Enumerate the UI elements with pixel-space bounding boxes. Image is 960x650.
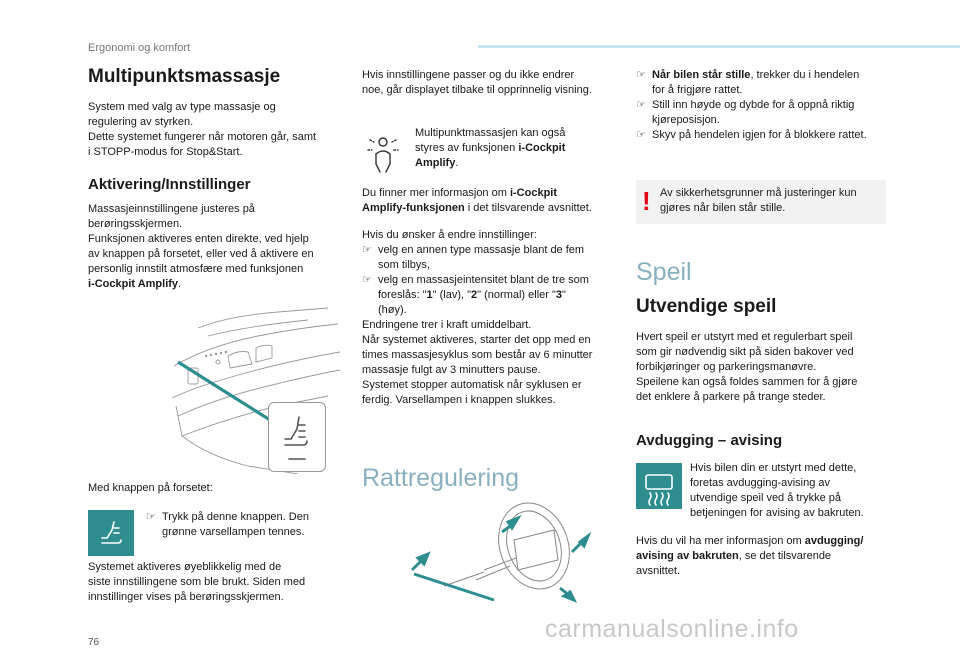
seat-massage-icon — [269, 403, 325, 471]
massage-intro — [88, 100, 348, 160]
bullet-line: velg en annen type massasje blant de fem — [378, 244, 585, 256]
opt-bold: 3 — [555, 289, 563, 301]
note-line: Amplify. — [415, 157, 459, 169]
mirrors-heading: Speil — [636, 258, 692, 286]
info-line — [362, 186, 622, 201]
activation-result — [88, 560, 348, 605]
bullet-line: (høy). — [378, 304, 407, 316]
info-suffix: i det tilsvarende avsnittet. — [464, 202, 592, 214]
watermark — [545, 615, 799, 644]
press-bullet — [146, 510, 346, 540]
top-line: noe, går displayet tilbake til opprinnelig visning. — [362, 84, 592, 96]
bullet-line: Trykk på denne knappen. Den — [162, 511, 309, 523]
activation-text — [88, 202, 348, 292]
activation-line: Funksjonen aktiveres enten direkte, ved hjelp — [88, 233, 309, 245]
info-bold: Amplify-funksjonen — [362, 202, 465, 214]
bullet-line: som tilbys, — [378, 259, 430, 271]
opt-bold: 1 — [426, 289, 433, 301]
note-line: Multipunktmassasjen kan også — [415, 127, 566, 139]
bullet-item — [636, 128, 906, 143]
more-line: avsnittet. — [636, 565, 681, 577]
end-line: Når systemet aktiveres, starter det opp med en — [362, 334, 591, 346]
info-prefix: Du finner mer informasjon om — [362, 187, 510, 199]
intro-line: System med valg av type massasje og — [88, 101, 276, 113]
warning-text — [660, 186, 884, 216]
defog-text — [690, 461, 910, 521]
header-bar — [478, 45, 960, 48]
seat-button-callout — [268, 402, 326, 472]
defog-title — [636, 432, 782, 449]
mirrors-text — [636, 330, 906, 405]
defrost-icon-box — [636, 463, 682, 509]
top-line: Hvis innstillingene passer og du ikke endrer — [362, 69, 575, 81]
note-bold: Amplify — [415, 157, 456, 169]
result-line: Systemet aktiveres øyeblikkelig med de — [88, 561, 282, 573]
bullet-text: , trekker du i hendelen — [750, 69, 860, 81]
bullet-mark: ☞ — [636, 69, 646, 81]
steering-illustration — [384, 500, 594, 604]
bullet-item — [146, 510, 346, 540]
note-line-text: styres av funksjonen — [415, 142, 516, 154]
page-number-text: 76 — [88, 637, 100, 648]
bullet-item — [362, 273, 622, 318]
defog-line: betjeningen for avising av bakruten. — [690, 507, 864, 519]
bullet-mark: ☞ — [636, 129, 646, 141]
icockpit-bold: i-Cockpit Amplify — [88, 278, 179, 290]
defog-line: Hvis bilen din er utstyrt med dette, — [690, 462, 857, 474]
more-line — [636, 549, 906, 564]
info-text — [362, 186, 622, 216]
end-line: ferdig. Varsellampen i knappen slukkes. — [362, 394, 556, 406]
more-suffix: , se det tilsvarende — [738, 550, 832, 562]
opt-text: " — [562, 289, 566, 301]
steering-title — [362, 464, 519, 493]
bullet-mark: ☞ — [362, 244, 372, 256]
warning-line: Av sikkerhetsgrunner må justeringer kun — [660, 187, 857, 199]
intro-line: regulering av styrken. — [88, 116, 194, 128]
seat-button-icon-box — [88, 510, 134, 556]
bullet-line: grønne varsellampen tennes. — [162, 526, 305, 538]
page-header — [88, 38, 190, 56]
bullet-bold: Når bilen står stille — [652, 69, 751, 81]
result-line: innstillinger vises på berøringsskjermen. — [88, 591, 284, 603]
massage-person-icon — [366, 132, 400, 174]
header-title: Ergonomi og komfort — [88, 42, 191, 54]
ext-mirrors-title — [636, 296, 776, 318]
info-bold: i-Cockpit — [509, 187, 558, 199]
more-bold: avising av bakruten — [636, 550, 739, 562]
bullet-mark: ☞ — [146, 511, 156, 523]
info-line — [362, 201, 622, 216]
col3-bullets — [636, 68, 906, 143]
bullet-item — [636, 98, 906, 128]
mirrors-title — [636, 258, 692, 287]
seat-massage-icon — [88, 510, 134, 556]
intro-line: i STOPP-modus for Stop&Start. — [88, 146, 243, 158]
mirror-line: det enklere å parkere på trange steder. — [636, 391, 826, 403]
watermark-text: carmanualsonline.info — [545, 615, 799, 643]
opt-text: foreslås: " — [378, 289, 427, 301]
bullet-mark: ☞ — [636, 99, 646, 111]
mirror-line: som gir nødvendig sikt på siden bakover ved — [636, 346, 854, 358]
massage-heading: Multipunktsmassasje — [88, 66, 281, 87]
opt-text: " (lav), " — [432, 289, 472, 301]
bullet-item — [636, 68, 906, 98]
warning-icon: ! — [642, 186, 651, 216]
ext-mirrors-heading: Utvendige speil — [636, 296, 777, 317]
note-text — [415, 126, 615, 171]
note-block — [362, 124, 622, 182]
note-bold: i-Cockpit — [518, 142, 566, 154]
activation-heading: Aktivering/Innstillinger — [88, 176, 251, 193]
intro-line: Dette systemet fungerer når motoren går, samt — [88, 131, 317, 143]
opt-bold: 2 — [471, 289, 478, 301]
massage-title — [88, 66, 280, 88]
page-number — [88, 632, 99, 650]
seat-label — [88, 481, 213, 496]
change-settings — [362, 228, 622, 408]
bullet-line: Skyv på hendelen igjen for å blokkere rattet. — [652, 129, 867, 141]
end-line: times massasjesyklus som består av 6 minutter — [362, 349, 593, 361]
bullet-line: for å frigjøre rattet. — [652, 84, 743, 96]
activation-line: berøringsskjermen. — [88, 218, 183, 230]
end-line: Endringene trer i kraft umiddelbart. — [362, 319, 532, 331]
activation-title — [88, 176, 251, 193]
bullet-line — [378, 288, 589, 303]
end-line: Systemet stopper automatisk når syklusen er — [362, 379, 582, 391]
more-info — [636, 534, 906, 579]
bullet-line: velg en massasjeintensitet blant de tre som — [378, 274, 589, 286]
warning-line: gjøres når bilen står stille. — [660, 202, 786, 214]
defog-heading: Avdugging – avising — [636, 432, 783, 449]
opt-text: " (normal) eller " — [477, 289, 556, 301]
seat-label-text: Med knappen på forsetet: — [88, 482, 213, 494]
mirror-line: forbikjøringer og parkeringsmanøvre. — [636, 361, 817, 373]
defog-line: utvendige speil ved å trykke på — [690, 492, 842, 504]
activation-bold-line: i-Cockpit Amplify. — [88, 278, 182, 290]
more-line — [636, 534, 906, 549]
mirror-defrost-icon — [636, 463, 682, 509]
bullet-mark: ☞ — [362, 274, 372, 286]
steering-heading: Rattregulering — [362, 464, 520, 492]
end-line: massasje fulgt av 3 minutters pause. — [362, 364, 541, 376]
mirror-line: Hvert speil er utstyrt med et regulerbart speil — [636, 331, 853, 343]
activation-line: personlig innstilt atmosfære med funksjonen — [88, 263, 304, 275]
mirror-line: Speilene kan også foldes sammen for å gjøre — [636, 376, 858, 388]
bullet-item — [362, 243, 622, 273]
bullet-line — [652, 68, 859, 83]
activation-line: Massasjeinnstillingene justeres på — [88, 203, 255, 215]
bullet-line: Still inn høyde og dybde for å oppnå riktig — [652, 99, 855, 111]
col2-top — [362, 68, 622, 98]
activation-line: av knappen på forsetet, eller ved å aktivere en — [88, 248, 314, 260]
result-line: siste innstillingene som ble brukt. Siden med — [88, 576, 306, 588]
defog-line: foretas avdugging-avising av — [690, 477, 831, 489]
change-intro: Hvis du ønsker å endre innstillinger: — [362, 229, 537, 241]
warning-box — [636, 180, 886, 224]
note-line — [415, 141, 615, 156]
bullet-line: kjøreposisjon. — [652, 114, 720, 126]
more-bold: avdugging/ — [804, 535, 864, 547]
more-prefix: Hvis du vil ha mer informasjon om — [636, 535, 805, 547]
